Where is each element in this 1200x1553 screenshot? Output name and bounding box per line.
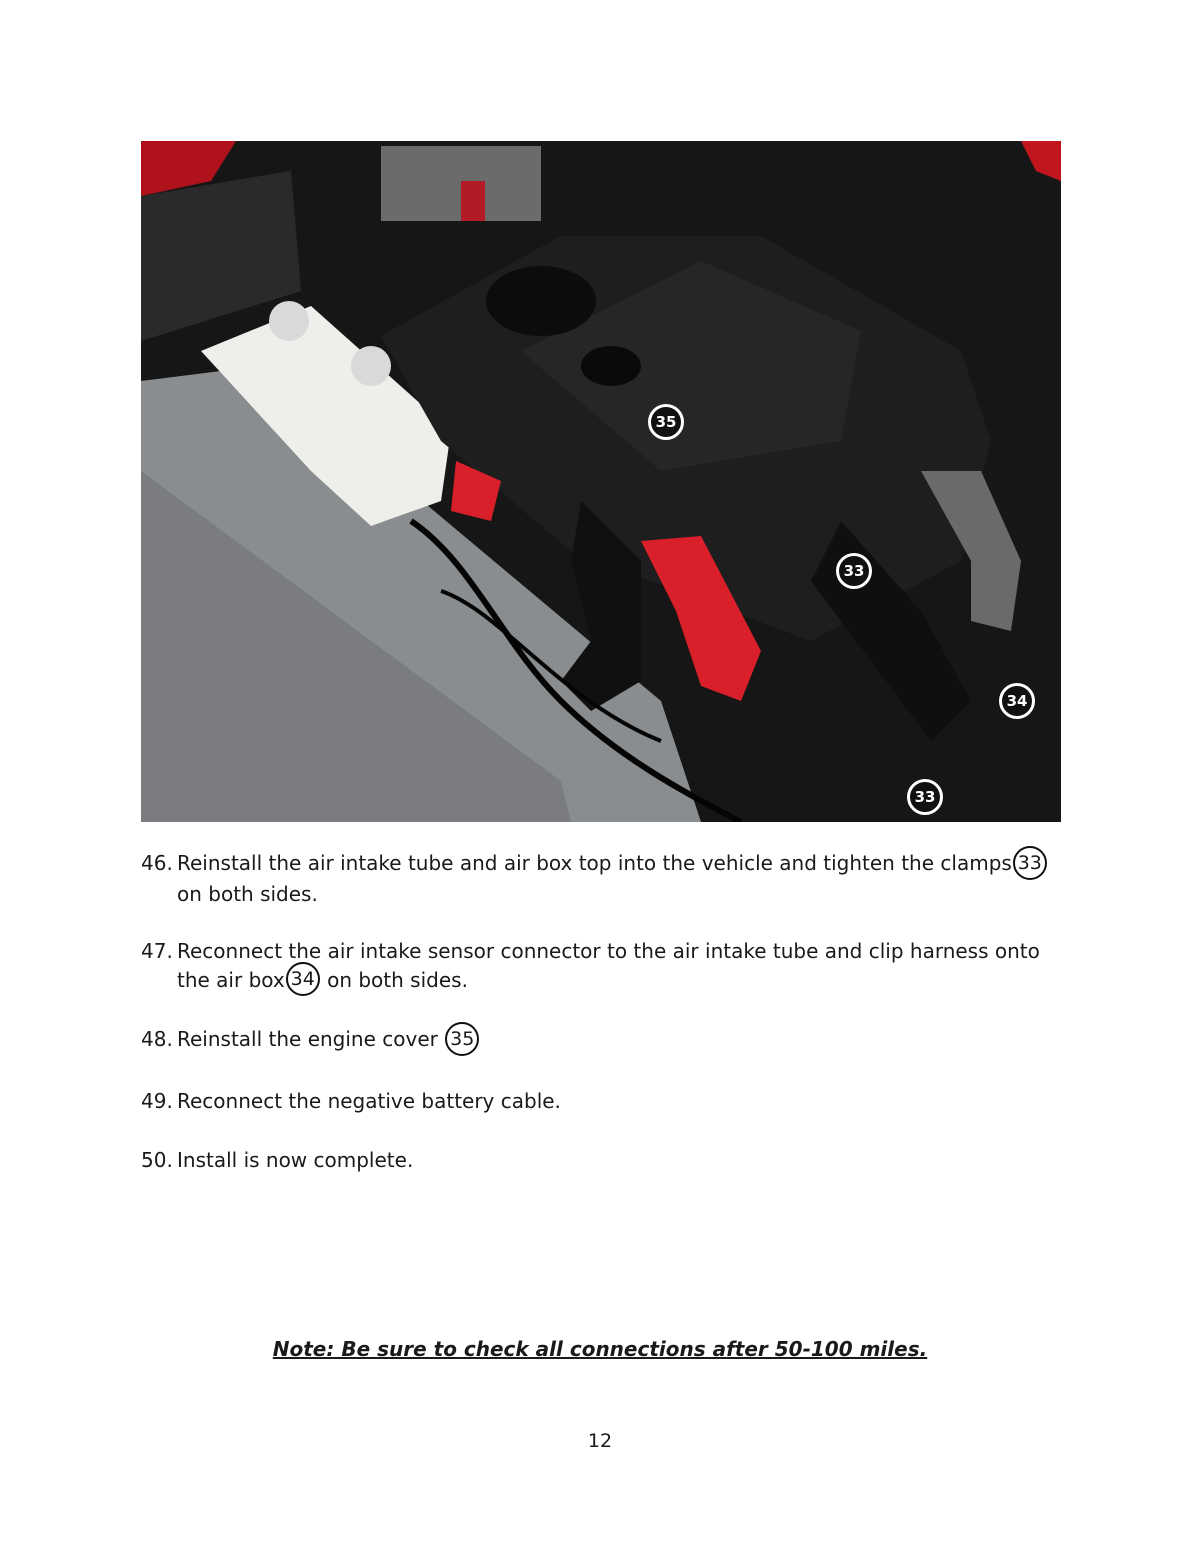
step-number: 46.: [141, 851, 173, 875]
step-number: 50.: [141, 1148, 173, 1172]
step-46: [141, 849, 1061, 908]
reference-callout: 34: [286, 962, 320, 996]
step-text: Reconnect the negative battery cable.: [177, 1088, 561, 1113]
callout-35: 35: [648, 404, 684, 440]
step-number: 49.: [141, 1088, 173, 1113]
step-text-continued: on both sides.: [177, 881, 318, 906]
step-text: Reconnect the air intake sensor connector to the air intake tube and clip harness onto the air box: [177, 939, 1040, 992]
step-text: Reinstall the air intake tube and air box top into the vehicle and tighten the clamps: [177, 851, 1012, 875]
page-number: 12: [587, 1430, 613, 1452]
step-49: [141, 1087, 1061, 1116]
callout-33-upper: 33: [836, 553, 872, 589]
maintenance-note: Note: Be sure to check all connections after 50-100 miles.: [272, 1337, 928, 1361]
step-text-continued: on both sides.: [327, 967, 468, 992]
step-50: [141, 1146, 1061, 1175]
callout-33-lower: 33: [907, 779, 943, 815]
step-text: Install is now complete.: [177, 1148, 414, 1172]
reference-callout: 33: [1013, 846, 1047, 880]
reference-callout: 35: [445, 1022, 479, 1056]
engine-bay-illustration: [141, 141, 1061, 822]
engine-bay-photo: [141, 141, 1061, 822]
step-number: 48.: [141, 1027, 173, 1051]
step-text: Reinstall the engine cover: [177, 1027, 438, 1051]
callout-34: 34: [999, 683, 1035, 719]
instruction-steps: [141, 849, 1061, 1175]
step-48: [141, 1025, 1061, 1056]
step-47: [141, 937, 1061, 996]
step-number: 47.: [141, 939, 173, 963]
